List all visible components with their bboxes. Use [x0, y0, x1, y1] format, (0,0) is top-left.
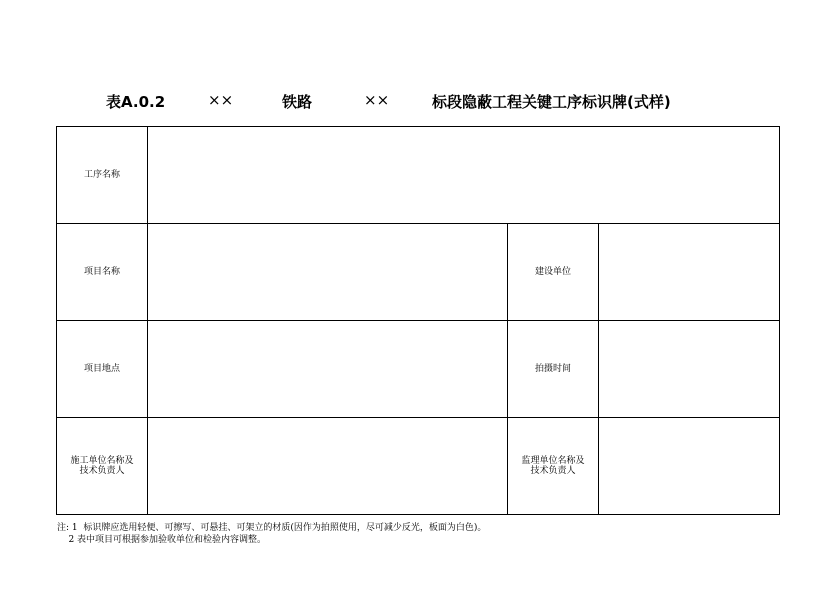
title-main: 标段隐蔽工程关键工序标识牌(式样) [432, 93, 671, 111]
supervisor-unit-value[interactable] [599, 418, 780, 515]
title-placeholder-1: ×× [208, 91, 234, 109]
construction-unit-label: 建设单位 [508, 224, 599, 321]
sign-board-form [56, 126, 780, 515]
builder-unit-label-line1: 施工单位名称及 [70, 456, 134, 466]
construction-unit-value[interactable] [599, 224, 780, 321]
notes [57, 522, 486, 546]
row-project-name [57, 224, 780, 321]
title-table-number: 表A.0.2 [106, 93, 166, 111]
title-placeholder-2: ×× [364, 91, 390, 109]
project-name-label: 项目名称 [57, 224, 148, 321]
builder-unit-label-line2: 技术负责人 [79, 466, 125, 476]
supervisor-unit-label [508, 418, 599, 515]
page-title [0, 91, 836, 115]
row-units [57, 418, 780, 515]
supervisor-unit-label-line1: 监理单位名称及 [521, 456, 585, 466]
process-name-label: 工序名称 [57, 127, 148, 224]
photo-time-label: 拍摄时间 [508, 321, 599, 418]
supervisor-unit-label-line2: 技术负责人 [530, 466, 576, 476]
note-line-1: 注: 1 标识牌应选用轻便、可擦写、可悬挂、可架立的材质(因作为拍照使用，尽可减少反光，板面为白色)。 [57, 523, 487, 533]
builder-unit-label [57, 418, 148, 515]
builder-unit-value[interactable] [148, 418, 508, 515]
project-location-value[interactable] [148, 321, 508, 418]
process-name-value[interactable] [148, 127, 780, 224]
row-project-location [57, 321, 780, 418]
project-location-label: 项目地点 [57, 321, 148, 418]
note-line-2: 2 表中项目可根据参加验收单位和检验内容调整。 [57, 535, 267, 545]
row-process-name [57, 127, 780, 224]
title-railway: 铁路 [282, 93, 313, 111]
project-name-value[interactable] [148, 224, 508, 321]
photo-time-value[interactable] [599, 321, 780, 418]
